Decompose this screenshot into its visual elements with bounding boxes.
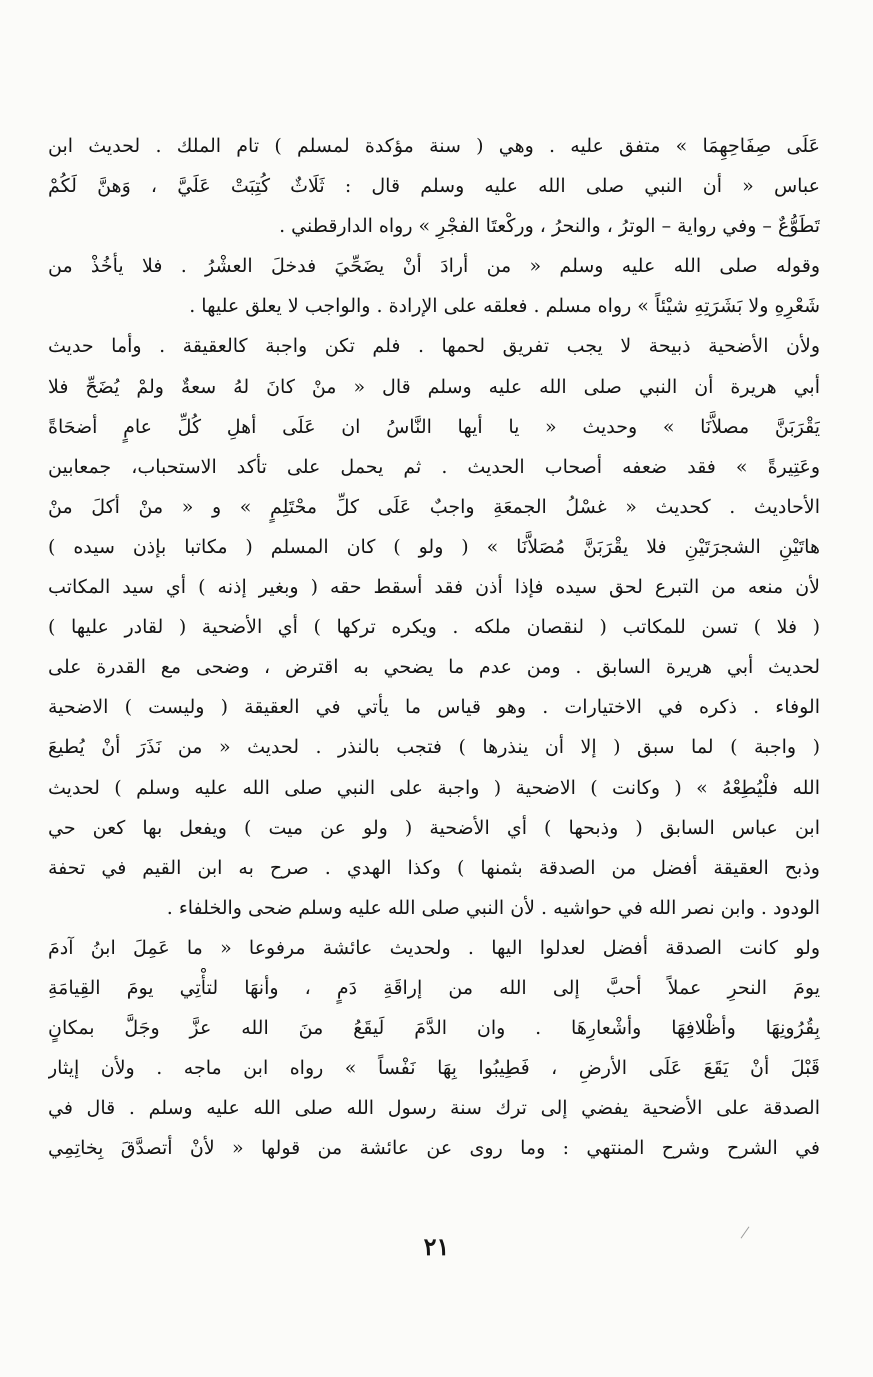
text-line: يومَ النحرِ عملاً أحبَّ إلى الله من إراقَةِ دَمٍ ، وأنهَا لتأْتِي يومَ القِيامَةِ (48, 976, 820, 999)
text-line: هاتَيْنِ الشجرَتَيْنِ فلا يقْرَبَنَّ مُصَلاَّنَا » ( ولو ) كان المسلم ( مكاتبا بإذن سيده ) (48, 535, 820, 558)
text-line: الودود . وابن نصر الله في حواشيه . لأن النبي صلى الله عليه وسلم ضحى والخلفاء . (166, 896, 820, 919)
text-line: تَطَوُّعٌ – وفي رواية – الوترُ ، والنحرُ ، وركْعتَا الفجْرِ » رواه الدارقطني . (279, 215, 820, 238)
text-line: يَقْرَبَنَّ مصلاَّنَا » وحديث « يا أيها النَّاسُ ان عَلَى أهلِ كُلِّ عامٍ أضحَاةً (48, 415, 820, 438)
text-line: عباس « أن النبي صلى الله عليه وسلم قال : ثَلَاثٌ كُتِبَتْ عَلَيَّ ، وَهنَّ لَكُمْ (48, 175, 820, 198)
body-text (48, 126, 820, 1168)
text-line: الله فلْيُطِعْهُ » ( وكانت ) الاضحية ( واجبة على النبي صلى الله عليه وسلم ) لحديث (48, 776, 820, 799)
text-line: قَبْلَ أنْ يَقَعَ عَلَى الأرضِ ، فَطِيبُوا بِهَا نَفْساً » رواه ابن ماجه . ولأن إيثار (48, 1057, 820, 1080)
text-line: ابن عباس السابق ( وذبحها ) أي الأضحية ( ولو عن ميت ) ويفعل بها كعن حي (48, 816, 820, 839)
text-line: ( واجبة ) لما سبق ( إلا أن ينذرها ) فتجب بالنذر . لحديث « من نَذَرَ أنْ يُطيعَ (48, 736, 820, 759)
text-line: أبي هريرة أن النبي صلى الله عليه وسلم قال « منْ كانَ لهُ سعةٌ ولمْ يُضَحِّ فلا (48, 375, 820, 398)
text-line: في الشرح وشرح المنتهي : وما روى عن عائشة من قولها « لأنْ أتصدَّقَ بِخاتِمِي (48, 1137, 820, 1160)
text-line: الصدقة على الأضحية يفضي إلى ترك سنة رسول الله صلى الله عليه وسلم . قال في (48, 1097, 820, 1120)
text-line: بِقُرُونِهَا وأظْلافِهَا وأشْعارِهَا . وان الدَّمَ لَيقَعُ منَ الله عزَّ وجَلَّ بمكانٍ (48, 1017, 820, 1040)
text-line: وعَتِيرةً » فقد ضعفه أصحاب الحديث . ثم يحمل على تأكد الاستحباب، جمعابين (48, 455, 820, 478)
text-line: ( فلا ) تسن للمكاتب ( لنقصان ملكه . ويكره تركها ) أي الأضحية ( لقادر عليها ) (48, 616, 820, 639)
page-number: ٢١ (423, 1232, 450, 1261)
text-line: الوفاء . ذكره في الاختيارات . وهو قياس ما يأتي في العقيقة ( وليست ) الاضحية (48, 696, 820, 719)
text-line: شَعْرِهِ ولا بَشَرَتِهِ شيْئاً » رواه مسلم . فعلقه على الإرادة . والواجب لا يعلق عليها . (189, 295, 820, 318)
text-line: ولأن الأضحية ذبيحة لا يجب تفريق لحمها . فلم تكن واجبة كالعقيقة . وأما حديث (48, 335, 820, 358)
text-line: ولو كانت الصدقة أفضل لعدلوا اليها . ولحديث عائشة مرفوعا « ما عَمِلَ ابنُ آدمَ (48, 936, 820, 959)
text-line: وقوله صلى الله عليه وسلم « من أرادَ أنْ يضَحِّيَ فدخلَ العشْرُ . فلا يأخُذْ من (48, 255, 820, 278)
text-line: لأن منعه من التبرع لحق سيده فإذا أذن فقد أسقط حقه ( وبغير إذنه ) أي سيد المكاتب (48, 576, 820, 599)
text-line: وذبح العقيقة أفضل من الصدقة بثمنها ) وكذا الهدي . صرح به ابن القيم في تحفة (48, 856, 820, 879)
text-line: الأحاديث . كحديث « غسْلُ الجمعَةِ واجبٌ عَلَى كلِّ محْتَلِمٍ » و « منْ أكلَ منْ (48, 495, 820, 518)
text-line: لحديث أبي هريرة السابق . ومن عدم ما يضحي به اقترض ، وضحى مع القدرة على (48, 656, 820, 679)
text-line: عَلَى صِفَاحِهِمَا » متفق عليه . وهي ( سنة مؤكدة لمسلم ) تام الملك . لحديث ابن (48, 135, 820, 157)
